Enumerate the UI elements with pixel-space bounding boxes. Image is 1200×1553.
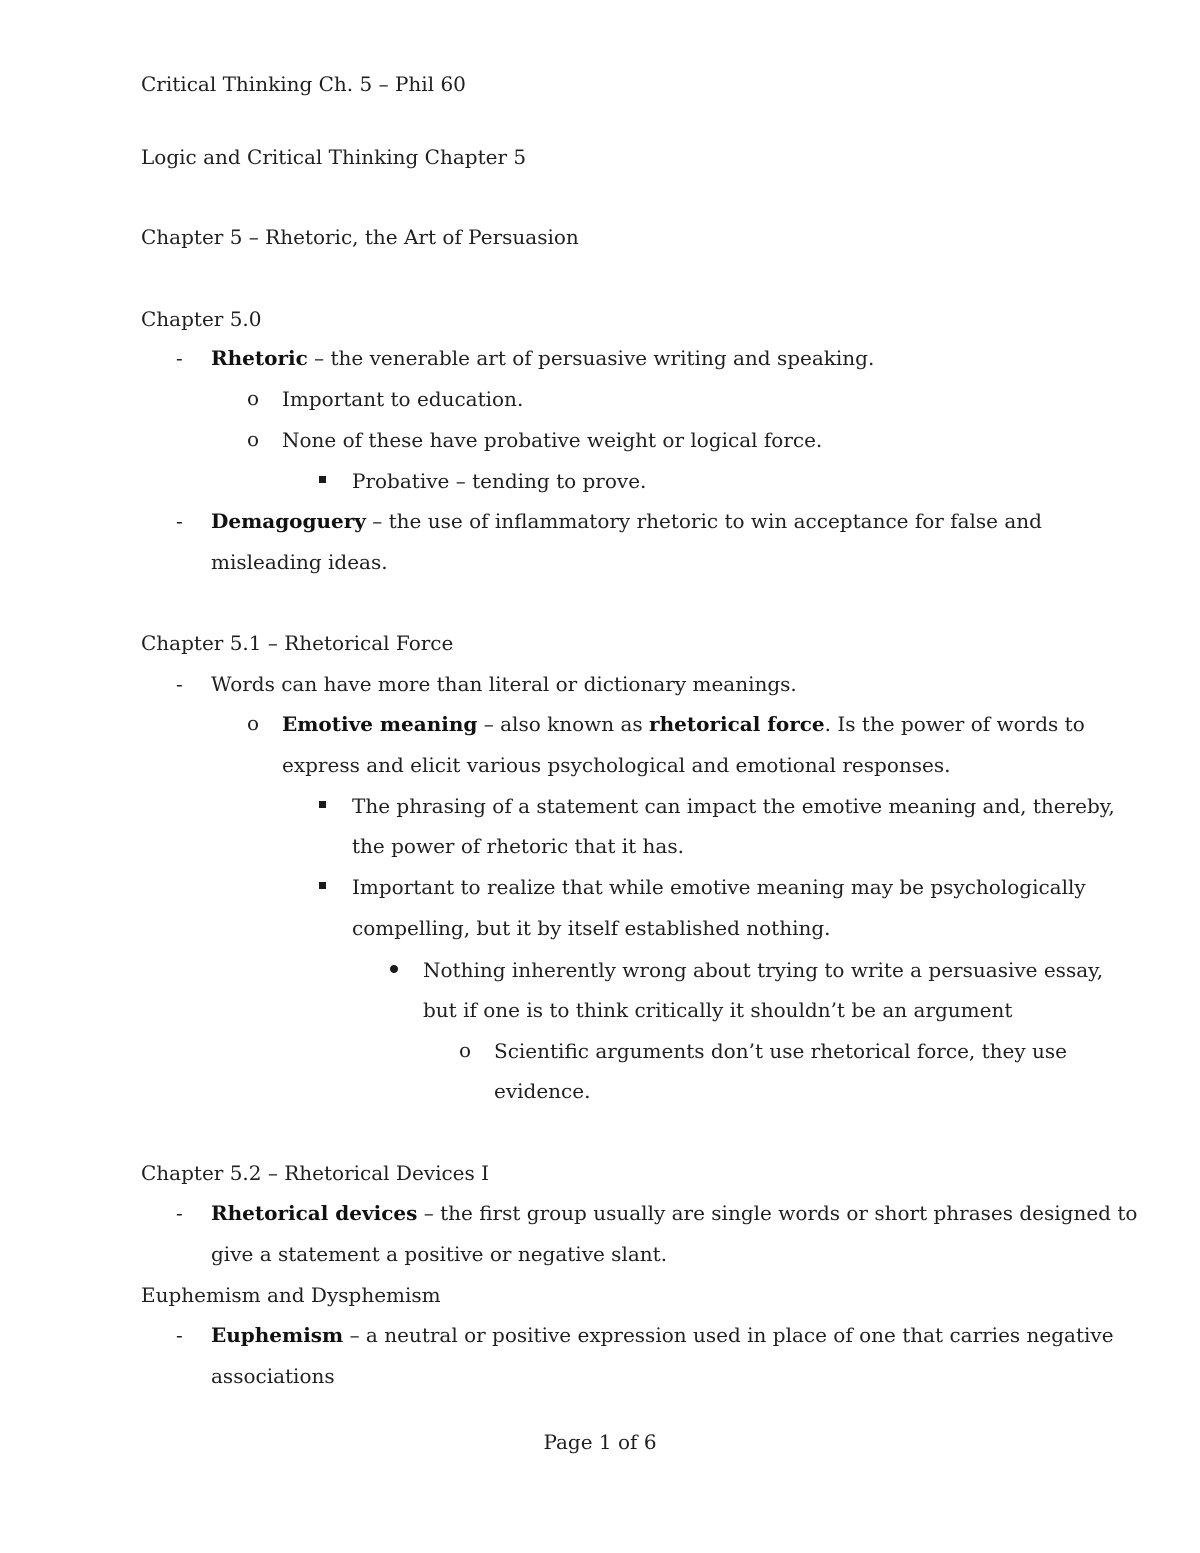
rhetoric-definition xyxy=(211,346,874,370)
important-continued: compelling, but it by itself established nothing. xyxy=(352,916,831,940)
euphemism-continued: associations xyxy=(211,1364,335,1388)
dash-bullet: - xyxy=(176,672,183,696)
emotive-continued: express and elicit various psychological and emotional responses. xyxy=(282,753,951,777)
list-item-important: Important to realize that while emotive meaning may be psychologically xyxy=(352,875,1086,899)
dash-bullet: - xyxy=(176,1201,183,1225)
section-heading-5-0: Chapter 5.0 xyxy=(141,307,262,331)
list-item-nothing-wrong: Nothing inherently wrong about trying to write a persuasive essay, xyxy=(423,958,1104,982)
circle-bullet: o xyxy=(247,427,260,451)
page-number: Page 1 of 6 xyxy=(543,1430,657,1454)
demagoguery-continued: misleading ideas. xyxy=(211,550,388,574)
square-bullet xyxy=(319,476,326,483)
demagoguery-def: – the use of inflammatory rhetoric to win acceptance for false and xyxy=(365,509,1042,533)
circle-bullet: o xyxy=(247,386,260,410)
dash-bullet: - xyxy=(176,1323,183,1347)
section-heading-5-2: Chapter 5.2 – Rhetorical Devices I xyxy=(141,1161,490,1185)
devices-term: Rhetorical devices xyxy=(211,1201,418,1225)
circle-bullet: o xyxy=(459,1038,472,1062)
chapter-title: Chapter 5 – Rhetoric, the Art of Persuasion xyxy=(141,225,579,249)
section-heading-5-1: Chapter 5.1 – Rhetorical Force xyxy=(141,631,454,655)
rhetoric-def: – the venerable art of persuasive writing and speaking. xyxy=(307,346,875,370)
document-title: Logic and Critical Thinking Chapter 5 xyxy=(141,145,527,169)
dash-bullet: - xyxy=(176,346,183,370)
rhetorical-devices-definition xyxy=(211,1201,1137,1225)
list-item-probative-def: Probative – tending to prove. xyxy=(352,469,647,493)
devices-continued: give a statement a positive or negative slant. xyxy=(211,1242,668,1266)
dash-bullet: - xyxy=(176,509,183,533)
square-bullet xyxy=(319,801,326,808)
list-item-words: Words can have more than literal or dictionary meanings. xyxy=(211,672,797,696)
list-item-probative-weight: None of these have probative weight or logical force. xyxy=(282,428,823,452)
rhetorical-force-term: rhetorical force xyxy=(649,712,825,736)
nothing-wrong-continued: but if one is to think critically it shouldn’t be an argument xyxy=(423,998,1013,1022)
emotive-meaning-definition xyxy=(282,712,1085,736)
euphemism-def: – a neutral or positive expression used in place of one that carries negative xyxy=(343,1323,1114,1347)
devices-def: – the first group usually are single words or short phrases designed to xyxy=(417,1201,1138,1225)
scientific-continued: evidence. xyxy=(494,1079,591,1103)
course-line: Critical Thinking Ch. 5 – Phil 60 xyxy=(141,72,466,96)
demagoguery-definition xyxy=(211,509,1042,533)
subheading-euphemism-dysphemism: Euphemism and Dysphemism xyxy=(141,1283,441,1307)
round-bullet xyxy=(390,965,398,973)
emotive-mid: – also known as xyxy=(477,712,650,736)
emotive-rest: . Is the power of words to xyxy=(824,712,1085,736)
square-bullet xyxy=(319,882,326,889)
list-item-phrasing: The phrasing of a statement can impact the emotive meaning and, thereby, xyxy=(352,794,1115,818)
demagoguery-term: Demagoguery xyxy=(211,509,366,533)
list-item-education: Important to education. xyxy=(282,387,524,411)
circle-bullet: o xyxy=(247,711,260,735)
euphemism-term: Euphemism xyxy=(211,1323,344,1347)
list-item-scientific: Scientific arguments don’t use rhetorical force, they use xyxy=(494,1039,1068,1063)
emotive-term: Emotive meaning xyxy=(282,712,478,736)
rhetoric-term: Rhetoric xyxy=(211,346,308,370)
euphemism-definition xyxy=(211,1323,1114,1347)
phrasing-continued: the power of rhetoric that it has. xyxy=(352,834,684,858)
